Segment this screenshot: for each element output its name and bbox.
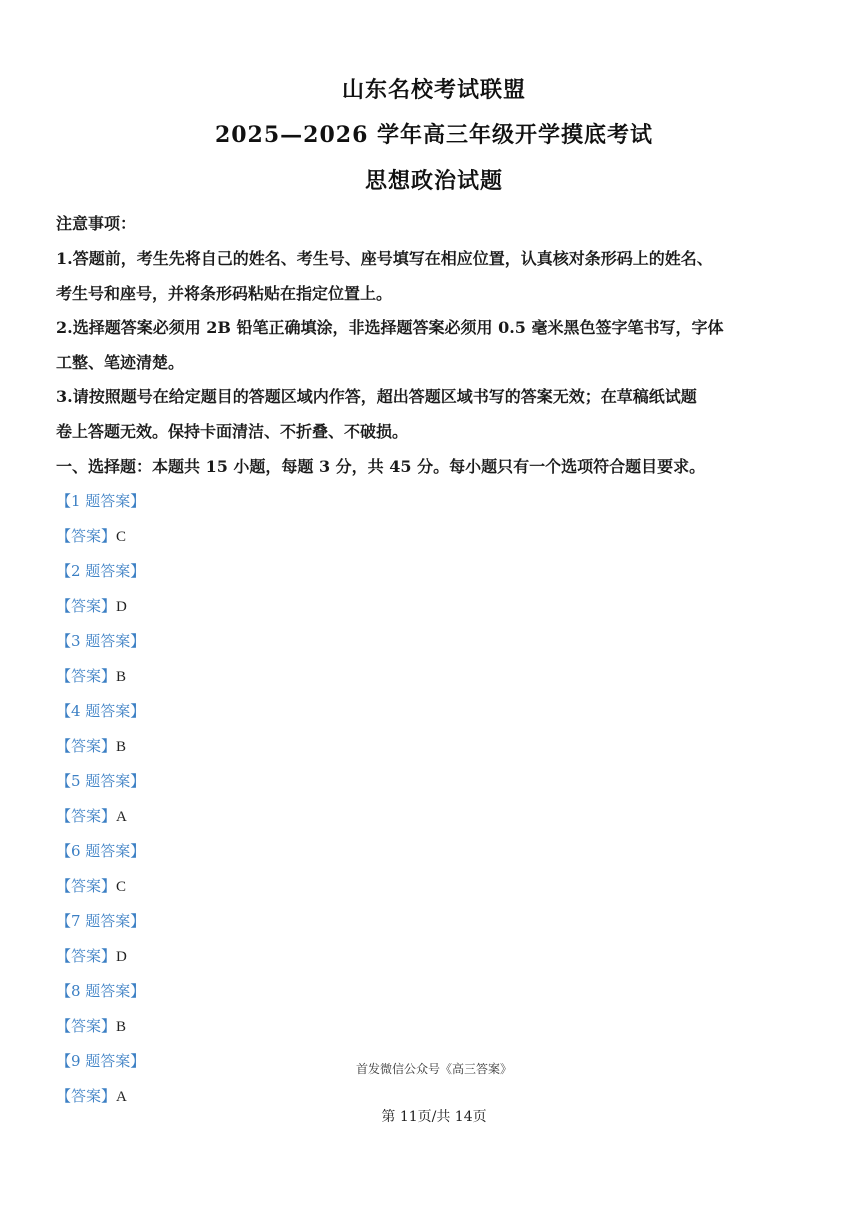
exam-union-title: 山东名校考试联盟 xyxy=(341,77,526,103)
notice-item-3-line-2: 卷上答题无效。保持卡面清洁、不折叠、不破损。 xyxy=(56,422,409,441)
answer-value: C xyxy=(116,879,127,895)
notice-item-3-line-1: 3.请按照题号在给定题目的答题区域内作答，超出答题区域书写的答案无效；在草稿纸试题 xyxy=(56,387,697,406)
question-title xyxy=(56,834,456,869)
answer-label: 【答案】 xyxy=(56,1087,117,1105)
question-title xyxy=(56,624,456,659)
answer-value: B xyxy=(116,739,127,755)
notice-item-1 xyxy=(56,241,816,311)
subject-title: 思想政治试题 xyxy=(364,168,503,194)
answer-row xyxy=(56,729,456,764)
question-title-label: 【7 题答案】 xyxy=(56,912,146,930)
notice-item-1-line-2: 考生号和座号，并将条形码粘贴在指定位置上。 xyxy=(56,284,393,303)
question-title-label: 【2 题答案】 xyxy=(56,562,146,580)
answer-row xyxy=(56,1009,456,1044)
answer-row xyxy=(56,589,456,624)
answer-label: 【答案】 xyxy=(56,597,117,615)
question-title-label: 【4 题答案】 xyxy=(56,702,146,720)
answer-value: A xyxy=(116,809,127,825)
answer-value: B xyxy=(116,1019,127,1035)
question-title xyxy=(56,694,456,729)
answer-row xyxy=(56,869,456,904)
answer-value: D xyxy=(116,599,127,615)
answer-label: 【答案】 xyxy=(56,527,117,545)
question-title-label: 【9 题答案】 xyxy=(56,1052,146,1070)
answer-row xyxy=(56,659,456,694)
exam-name-title: 2025—2026 学年高三年级开学摸底考试 xyxy=(214,122,654,148)
question-title-label: 【8 题答案】 xyxy=(56,982,146,1000)
answer-value: B xyxy=(116,669,127,685)
footer-wechat-note: 首发微信公众号《高三答案》 xyxy=(355,1062,512,1076)
question-title-label: 【5 题答案】 xyxy=(56,772,146,790)
answer-row xyxy=(56,519,456,554)
notice-item-2-line-1: 2.选择题答案必须用 2B 铅笔正确填涂，非选择题答案必须用 0.5 毫米黑色签字笔书写，字体 xyxy=(56,318,724,337)
answer-label: 【答案】 xyxy=(56,737,117,755)
answer-label: 【答案】 xyxy=(56,947,117,965)
question-title-label: 【3 题答案】 xyxy=(56,632,146,650)
answer-label: 【答案】 xyxy=(56,1017,117,1035)
question-title-label: 【1 题答案】 xyxy=(56,492,146,510)
notice-item-3 xyxy=(56,379,816,449)
answer-label: 【答案】 xyxy=(56,877,117,895)
answer-list xyxy=(56,484,456,1114)
question-title xyxy=(56,484,456,519)
section-heading: 一、选择题：本题共 15 小题，每题 3 分，共 45 分。每小题只有一个选项符合题目要求。 xyxy=(56,457,706,476)
answer-value: A xyxy=(116,1089,127,1105)
question-title-label: 【6 题答案】 xyxy=(56,842,146,860)
answer-row xyxy=(56,799,456,834)
notice-heading: 注意事项： xyxy=(56,214,137,233)
question-title xyxy=(56,554,456,589)
question-title xyxy=(56,974,456,1009)
answer-value: C xyxy=(116,529,127,545)
notice-item-2 xyxy=(56,310,816,380)
page-number: 第 11页/共 14页 xyxy=(381,1109,487,1125)
notice-item-2-line-2: 工整、笔迹清楚。 xyxy=(56,353,185,372)
notice-item-1-line-1: 1.答题前，考生先将自己的姓名、考生号、座号填写在相应位置，认真核对条形码上的姓名、 xyxy=(56,249,713,268)
answer-row xyxy=(56,939,456,974)
question-title xyxy=(56,764,456,799)
answer-value: D xyxy=(116,949,127,965)
question-title xyxy=(56,904,456,939)
answer-label: 【答案】 xyxy=(56,667,117,685)
answer-label: 【答案】 xyxy=(56,807,117,825)
